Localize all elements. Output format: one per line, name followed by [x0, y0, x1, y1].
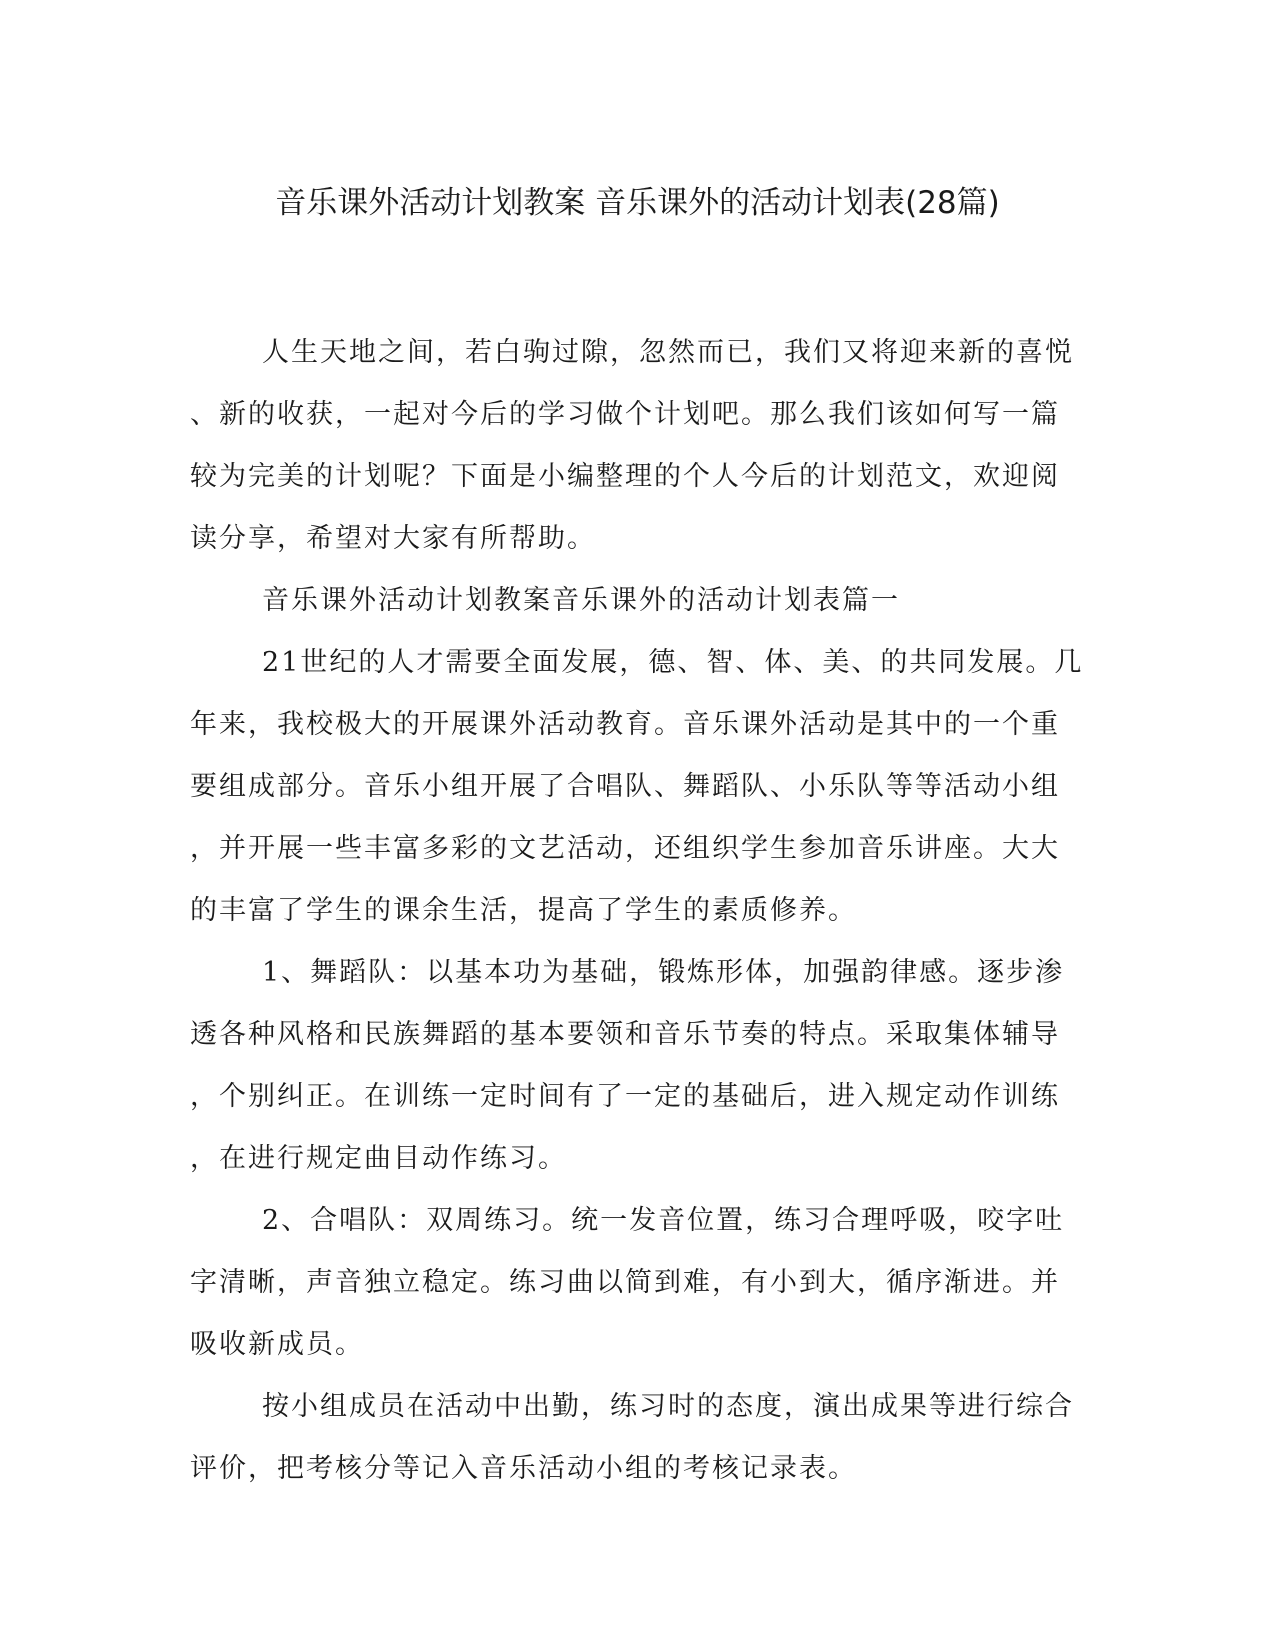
paragraph-line: 按小组成员在活动中出勤，练习时的态度，演出成果等进行综合 — [262, 1391, 1074, 1422]
paragraph-line: 年来，我校极大的开展课外活动教育。音乐课外活动是其中的一个重 — [190, 709, 1060, 740]
paragraph-line: ，在进行规定曲目动作练习。 — [190, 1143, 567, 1174]
paragraph-line: 吸收新成员。 — [190, 1329, 364, 1360]
section-heading — [190, 570, 1090, 632]
paragraph-intro — [190, 322, 1090, 570]
paragraph-line: 21世纪的人才需要全面发展，德、智、体、美、的共同发展。几 — [262, 647, 1084, 678]
paragraph-evaluation — [190, 1376, 1090, 1500]
paragraph-line: 评价，把考核分等记入音乐活动小组的考核记录表。 — [190, 1453, 857, 1484]
paragraph-line: 1、舞蹈队：以基本功为基础，锻炼形体，加强韵律感。逐步渗 — [262, 957, 1065, 988]
document-title: 音乐课外活动计划教案 音乐课外的活动计划表(28篇) — [275, 185, 1000, 221]
paragraph-line: 要组成部分。音乐小组开展了合唱队、舞蹈队、小乐队等等活动小组 — [190, 771, 1060, 802]
paragraph-dance-team — [190, 942, 1090, 1190]
paragraph-line: 人生天地之间，若白驹过隙，忽然而已，我们又将迎来新的喜悦 — [262, 337, 1074, 368]
paragraph-background — [190, 632, 1090, 942]
paragraph-line: 、新的收获，一起对今后的学习做个计划吧。那么我们该如何写一篇 — [190, 399, 1060, 430]
paragraph-line: 字清晰，声音独立稳定。练习曲以简到难，有小到大，循序渐进。并 — [190, 1267, 1060, 1298]
document-body — [190, 322, 1090, 1500]
paragraph-line: 的丰富了学生的课余生活，提高了学生的素质修养。 — [190, 895, 857, 926]
paragraph-line: ，个别纠正。在训练一定时间有了一定的基础后，进入规定动作训练 — [190, 1081, 1060, 1112]
paragraph-line: 透各种风格和民族舞蹈的基本要领和音乐节奏的特点。采取集体辅导 — [190, 1019, 1060, 1050]
paragraph-line: 较为完美的计划呢？下面是小编整理的个人今后的计划范文，欢迎阅 — [190, 461, 1060, 492]
paragraph-line: 2、合唱队：双周练习。统一发音位置，练习合理呼吸，咬字吐 — [262, 1205, 1065, 1236]
paragraph-choir — [190, 1190, 1090, 1376]
section-heading-line: 音乐课外活动计划教案音乐课外的活动计划表篇一 — [262, 585, 900, 616]
paragraph-line: 读分享，希望对大家有所帮助。 — [190, 523, 596, 554]
paragraph-line: ，并开展一些丰富多彩的文艺活动，还组织学生参加音乐讲座。大大 — [190, 833, 1060, 864]
